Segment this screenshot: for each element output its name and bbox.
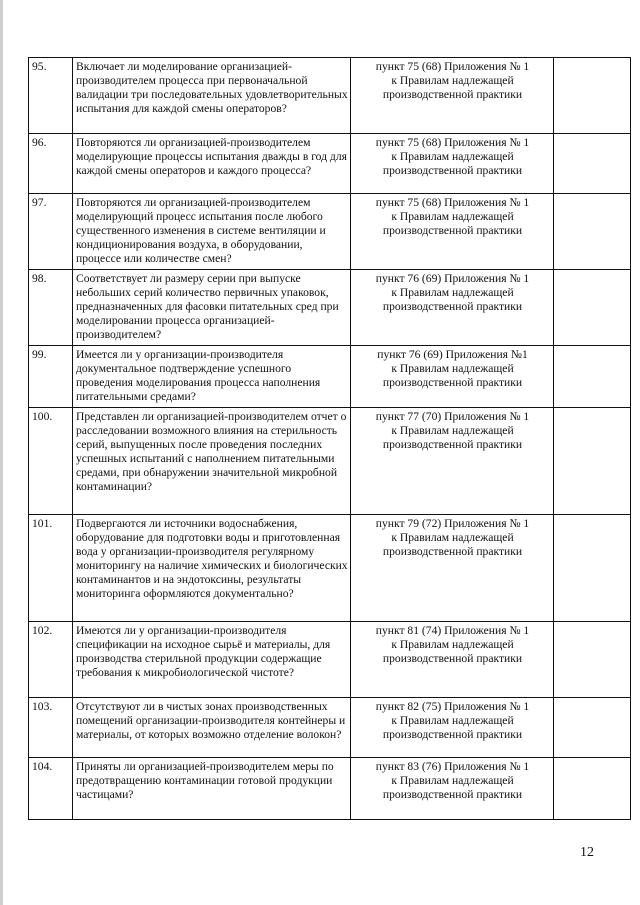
question-text: Соответствует ли размеру серии при выпуске небольших серий количество первичных упаковок, предназначенных для фасовки питательных сред при моделировании процесса организацией-производителем? xyxy=(73,270,351,346)
reference-line: производственной практики xyxy=(382,788,523,801)
reference-line: производственной практики xyxy=(382,300,523,313)
answer-cell xyxy=(554,134,631,194)
question-text: Отсутствуют ли в чистых зонах производственных помещений организации-производителя контейнеры и материалы, от которых возможно отделение волокон? xyxy=(73,698,351,758)
row-number: 96. xyxy=(29,134,73,194)
answer-cell xyxy=(554,270,631,346)
scan-edge xyxy=(0,0,3,905)
reference-line: к Правилам надлежащей xyxy=(391,286,514,299)
table-row xyxy=(29,408,631,515)
reference-line: к Правилам надлежащей xyxy=(391,531,514,544)
reference-cell xyxy=(351,194,554,270)
reference-cell xyxy=(351,758,554,820)
reference-line: производственной практики xyxy=(382,438,523,451)
row-number: 97. xyxy=(29,194,73,270)
reference-line: пункт 77 (70) Приложения № 1 xyxy=(375,410,530,423)
checklist-table xyxy=(28,57,631,820)
question-text: Включает ли моделирование организацией-производителем процесса при первоначальной валидации три последовательных удовлетворительных испытания для каждой смены операторов? xyxy=(73,58,351,134)
table-row xyxy=(29,194,631,270)
table-row xyxy=(29,58,631,134)
page-number: 12 xyxy=(580,845,594,860)
reference-line: пункт 75 (68) Приложения № 1 xyxy=(375,136,530,149)
reference-cell xyxy=(351,58,554,134)
reference-line: пункт 76 (69) Приложения №1 xyxy=(377,348,528,361)
table-row xyxy=(29,515,631,622)
reference-line: производственной практики xyxy=(382,88,523,101)
answer-cell xyxy=(554,408,631,515)
row-number: 98. xyxy=(29,270,73,346)
reference-cell xyxy=(351,622,554,698)
reference-line: пункт 75 (68) Приложения № 1 xyxy=(375,196,530,209)
answer-cell xyxy=(554,622,631,698)
row-number: 99. xyxy=(29,346,73,408)
reference-line: производственной практики xyxy=(382,652,523,665)
answer-cell xyxy=(554,58,631,134)
question-text: Имеется ли у организации-производителя документальное подтверждение успешного проведения моделирования процесса наполнения питательными средами? xyxy=(73,346,351,408)
reference-line: производственной практики xyxy=(382,164,523,177)
question-text: Приняты ли организацией-производителем меры по предотвращению контаминации готовой продукции частицами? xyxy=(73,758,351,820)
row-number: 104. xyxy=(29,758,73,820)
answer-cell xyxy=(554,758,631,820)
answer-cell xyxy=(554,346,631,408)
table-row xyxy=(29,698,631,758)
question-text: Повторяются ли организацией-производителем моделирующие процессы испытания дважды в год для каждой смены операторов и каждого процесса? xyxy=(73,134,351,194)
reference-cell xyxy=(351,346,554,408)
reference-line: к Правилам надлежащей xyxy=(391,638,514,651)
row-number: 102. xyxy=(29,622,73,698)
reference-line: к Правилам надлежащей xyxy=(391,150,514,163)
reference-line: к Правилам надлежащей xyxy=(391,714,514,727)
reference-line: к Правилам надлежащей xyxy=(391,774,514,787)
reference-line: пункт 75 (68) Приложения № 1 xyxy=(375,60,530,73)
row-number: 95. xyxy=(29,58,73,134)
reference-line: производственной практики xyxy=(382,545,523,558)
row-number: 101. xyxy=(29,515,73,622)
table-row xyxy=(29,346,631,408)
question-text: Представлен ли организацией-производителем отчет о расследовании возможного влияния на стерильность серий, выпущенных после проведения последних успешных испытаний с наполнением питательными средами, при обнаружении значительной микробной контаминации? xyxy=(73,408,351,515)
reference-line: к Правилам надлежащей xyxy=(391,362,514,375)
reference-line: пункт 76 (69) Приложения № 1 xyxy=(375,272,530,285)
table-row xyxy=(29,270,631,346)
question-text: Имеются ли у организации-производителя спецификации на исходное сырьё и материалы, для производства стерильной продукции содержащие требования к микробиологической чистоте? xyxy=(73,622,351,698)
reference-cell xyxy=(351,408,554,515)
question-text: Подвергаются ли источники водоснабжения, оборудование для подготовки воды и приготовленная вода у организации-производителя регулярному мониторингу на наличие химических и биологических контаминантов и на эндотоксины, результаты мониторинга оформляются документально? xyxy=(73,515,351,622)
table-row xyxy=(29,134,631,194)
reference-line: производственной практики xyxy=(382,224,523,237)
reference-cell xyxy=(351,515,554,622)
answer-cell xyxy=(554,698,631,758)
reference-line: к Правилам надлежащей xyxy=(391,424,514,437)
row-number: 100. xyxy=(29,408,73,515)
reference-line: пункт 81 (74) Приложения № 1 xyxy=(375,624,530,637)
answer-cell xyxy=(554,515,631,622)
reference-line: пункт 83 (76) Приложения № 1 xyxy=(375,760,530,773)
reference-cell xyxy=(351,698,554,758)
reference-cell xyxy=(351,134,554,194)
answer-cell xyxy=(554,194,631,270)
reference-line: к Правилам надлежащей xyxy=(391,210,514,223)
table-row xyxy=(29,758,631,820)
question-text: Повторяются ли организацией-производителем моделирующий процесс испытания после любого существенного изменения в системе вентиляции и кондиционирования воздуха, в оборудовании, процессе или количестве смен? xyxy=(73,194,351,270)
reference-line: к Правилам надлежащей xyxy=(391,74,514,87)
reference-line: производственной практики xyxy=(382,376,523,389)
reference-line: пункт 82 (75) Приложения № 1 xyxy=(375,700,530,713)
table-row xyxy=(29,622,631,698)
reference-line: пункт 79 (72) Приложения № 1 xyxy=(375,517,530,530)
reference-line: производственной практики xyxy=(382,728,523,741)
row-number: 103. xyxy=(29,698,73,758)
reference-cell xyxy=(351,270,554,346)
